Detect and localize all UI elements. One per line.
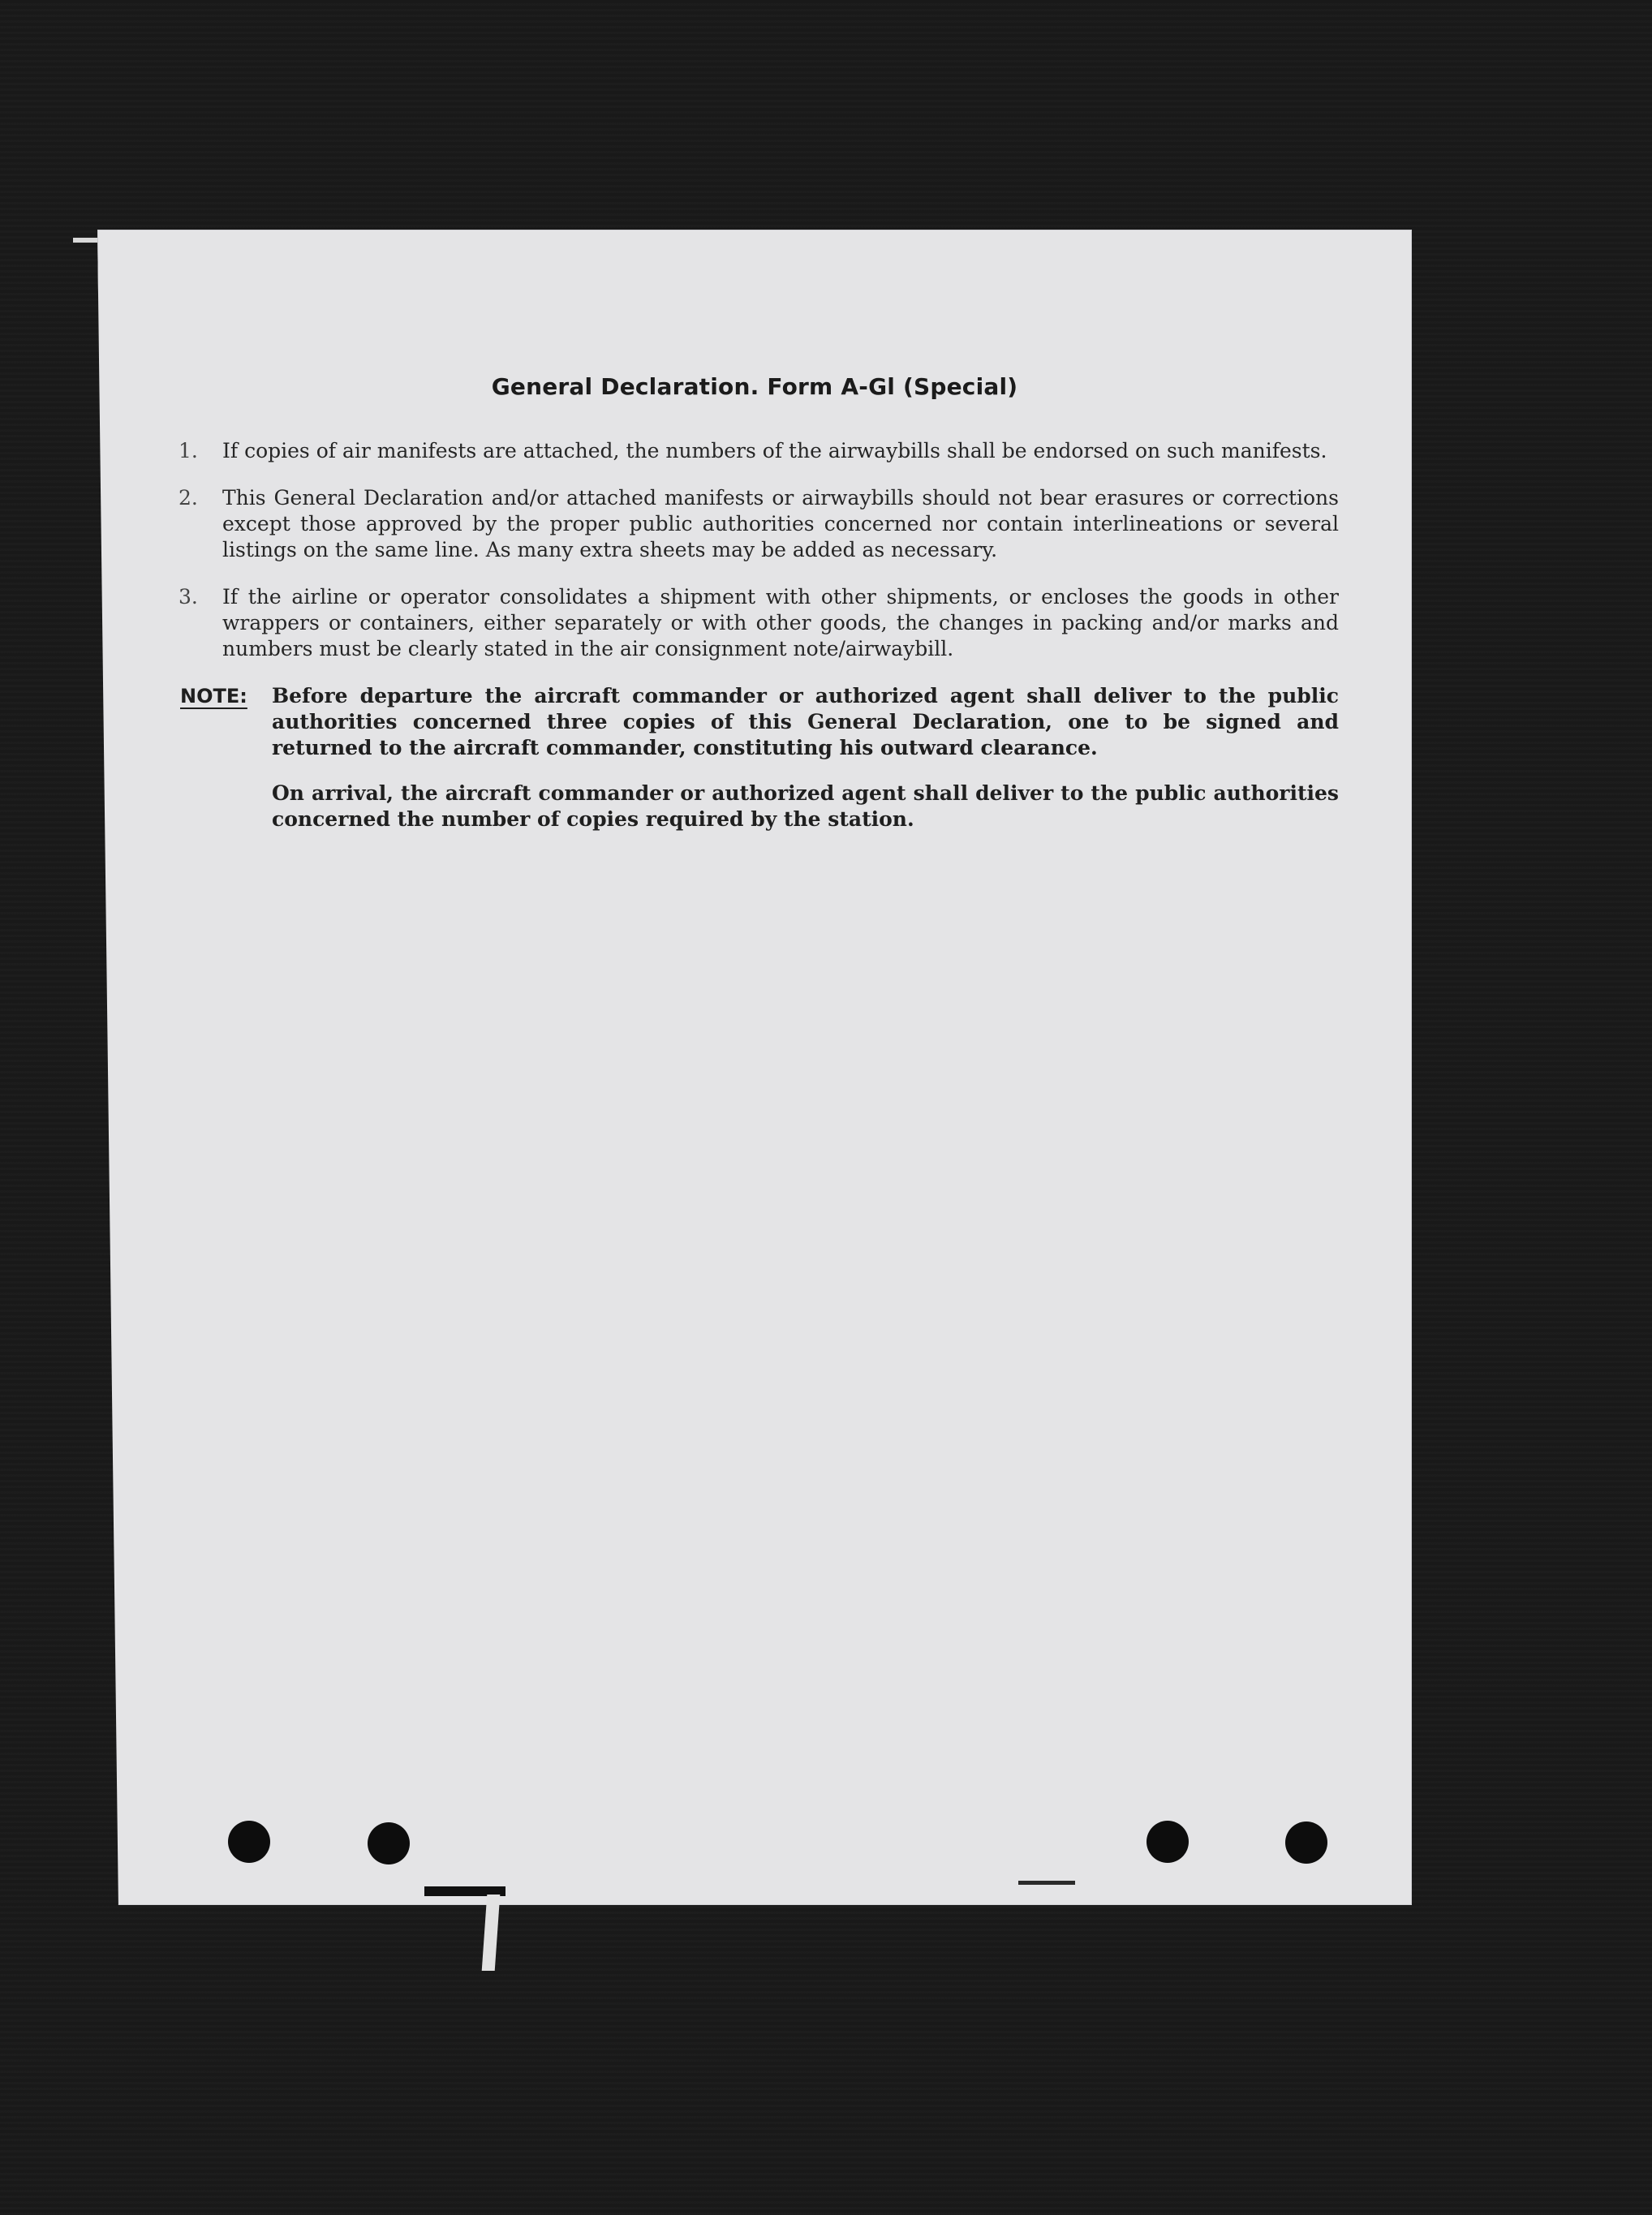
punch-hole <box>368 1822 410 1864</box>
item-text: If the airline or operator consolidates a shipment with other shipments, or encloses the goods in other wrappers or containers, either separately or with other goods, the changes in packing and/or marks and numbers must be clearly stated in the air consignment note/airwaybill. <box>222 585 1339 660</box>
note-paragraph: Before departure the aircraft commander or authorized agent shall deliver to the public authorities concerned three copies of this General Declaration, one to be signed and returned to the aircraft commander, constituting his outward clearance. <box>272 684 1339 759</box>
scan-artifact <box>1018 1881 1075 1885</box>
item-text: If copies of air manifests are attached, the numbers of the airwaybills shall be endorsed on such manifests. <box>222 439 1327 462</box>
item-number: 3. <box>179 585 198 609</box>
document-page <box>97 230 1412 1905</box>
punch-hole <box>1285 1821 1327 1864</box>
item-number: 1. <box>179 439 198 462</box>
punch-hole <box>1147 1821 1189 1863</box>
item-text: This General Declaration and/or attached manifests or airwaybills should not bear erasures or corrections except those approved by the proper public authorities concerned nor contain interlineations or several listings on the same line. As many extra sheets may be added as necessary. <box>222 486 1339 561</box>
list-item <box>179 584 1339 662</box>
note-label: NOTE: <box>180 685 247 708</box>
paper-edge-mark <box>73 238 97 243</box>
list-item <box>179 485 1339 563</box>
note-block <box>180 683 1339 761</box>
note-paragraph-arrival: On arrival, the aircraft commander or authorized agent shall deliver to the public authorities concerned the number of copies required by the station. <box>272 781 1339 831</box>
punch-hole <box>228 1821 270 1863</box>
document-title: General Declaration. Form A-Gl (Special) <box>491 373 1018 400</box>
item-number: 2. <box>179 486 198 510</box>
list-item <box>179 438 1339 464</box>
